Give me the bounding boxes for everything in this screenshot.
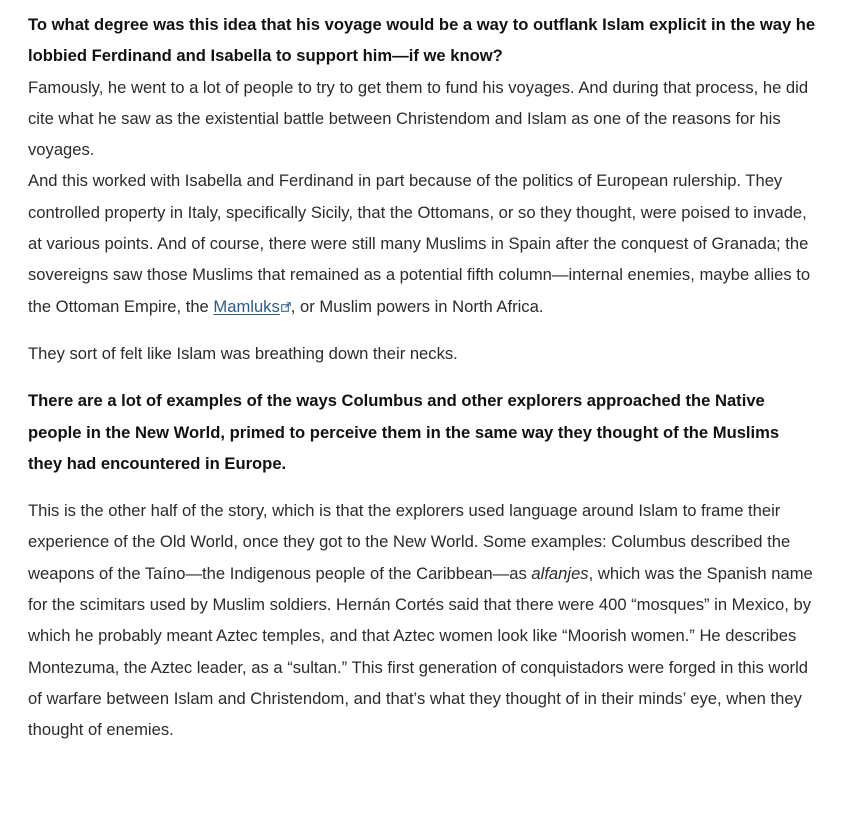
mamluks-link-text: Mamluks bbox=[213, 296, 280, 316]
answer-4-text-part-1: This is the other half of the story, which is that the explorers used language around Islam to frame their experience of the Old World, once they got to the New World. Some examples: Columbus described the weapons of the Taíno—the Indigenous people of the Caribbean—as bbox=[28, 501, 791, 583]
answer-paragraph-2 bbox=[28, 165, 817, 321]
answer-paragraph-3: They sort of felt like Islam was breathing down their necks. bbox=[28, 343, 458, 363]
answer-paragraph-1: Famously, he went to a lot of people to try to get them to fund his voyages. And during that process, he did cite what he saw as the existential battle between Christendom and Islam as one of the reasons for his voyages. bbox=[28, 77, 809, 160]
mamluks-link[interactable] bbox=[213, 297, 290, 316]
answer-4-text-part-2: , which was the Spanish name for the scimitars used by Muslim soldiers. Hernán Cortés said that there were 400 “mosques” in Mexico, by which he probably meant Aztec temples, and that Aztec women look like “Moorish women.” He describes Montezuma, the Aztec leader, as a “sultan.” This first generation of conquistadors were forged in this world of warfare between Islam and Christendom, and that’s what they thought of in their minds’ eye, when they thought of enemies. bbox=[28, 563, 813, 740]
interview-question-2: There are a lot of examples of the ways Columbus and other explorers approached the Native people in the New World, primed to perceive them in the same way they thought of the Muslims they had encountered in Europe. bbox=[28, 391, 780, 473]
answer-4-italic-term: alfanjes bbox=[531, 563, 589, 583]
external-link-icon bbox=[281, 302, 291, 312]
interview-question-1: To what degree was this idea that his voyage would be a way to outflank Islam explicit in the way he lobbied Ferdinand and Isabella to support him—if we know? bbox=[28, 15, 816, 66]
answer-paragraph-4 bbox=[28, 495, 817, 745]
answer-text-after-link: , or Muslim powers in North Africa. bbox=[290, 296, 544, 316]
answer-text-before-link: And this worked with Isabella and Ferdinand in part because of the politics of European rulership. They controlled property in Italy, specifically Sicily, that the Ottomans, or so they thought, were poised to invade, at various points. And of course, there were still many Muslims in Spain after the conquest of Granada; the sovereigns saw those Muslims that remained as a potential fifth column—internal enemies, maybe allies to the Ottoman Empire, the bbox=[28, 171, 811, 316]
